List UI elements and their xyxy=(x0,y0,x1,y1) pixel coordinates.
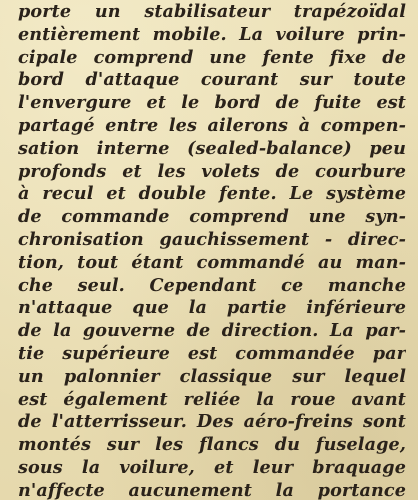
article-text-column xyxy=(18,1,406,500)
text-line: tion, tout étant commandé au man- xyxy=(18,251,406,273)
text-line: che seul. Cependant ce manche xyxy=(18,274,406,296)
text-line: cipale comprend une fente fixe de xyxy=(18,46,406,68)
text-line: de commande comprend une syn- xyxy=(18,206,406,228)
text-line: de la gouverne de direction. La par- xyxy=(18,320,406,342)
text-line: tie supérieure est commandée par xyxy=(18,342,406,364)
text-line: chronisation gauchissement - direc- xyxy=(18,228,406,250)
text-line: sous la voilure, et leur braquage xyxy=(18,456,406,478)
text-line: un palonnier classique sur lequel xyxy=(18,365,406,387)
text-line: n'attaque que la partie inférieure xyxy=(18,297,406,319)
text-line: montés sur les flancs du fuselage, xyxy=(18,434,406,456)
text-line: bord d'attaque courant sur toute xyxy=(18,69,406,91)
text-line: est également reliée la roue avant xyxy=(18,388,406,410)
text-line: n'affecte aucunement la portance xyxy=(18,479,406,500)
text-line: partagé entre les ailerons à compen- xyxy=(18,114,406,136)
text-line: de l'atterrisseur. Des aéro-freins sont xyxy=(18,411,406,433)
text-line: porte un stabilisateur trapézoïdal xyxy=(18,1,406,22)
text-line: à recul et double fente. Le système xyxy=(18,183,406,205)
text-line: sation interne (sealed-balance) peu xyxy=(18,137,406,159)
text-line: entièrement mobile. La voilure prin- xyxy=(18,23,406,45)
text-line: profonds et les volets de courbure xyxy=(18,160,406,182)
text-line: l'envergure et le bord de fuite est xyxy=(18,92,406,114)
